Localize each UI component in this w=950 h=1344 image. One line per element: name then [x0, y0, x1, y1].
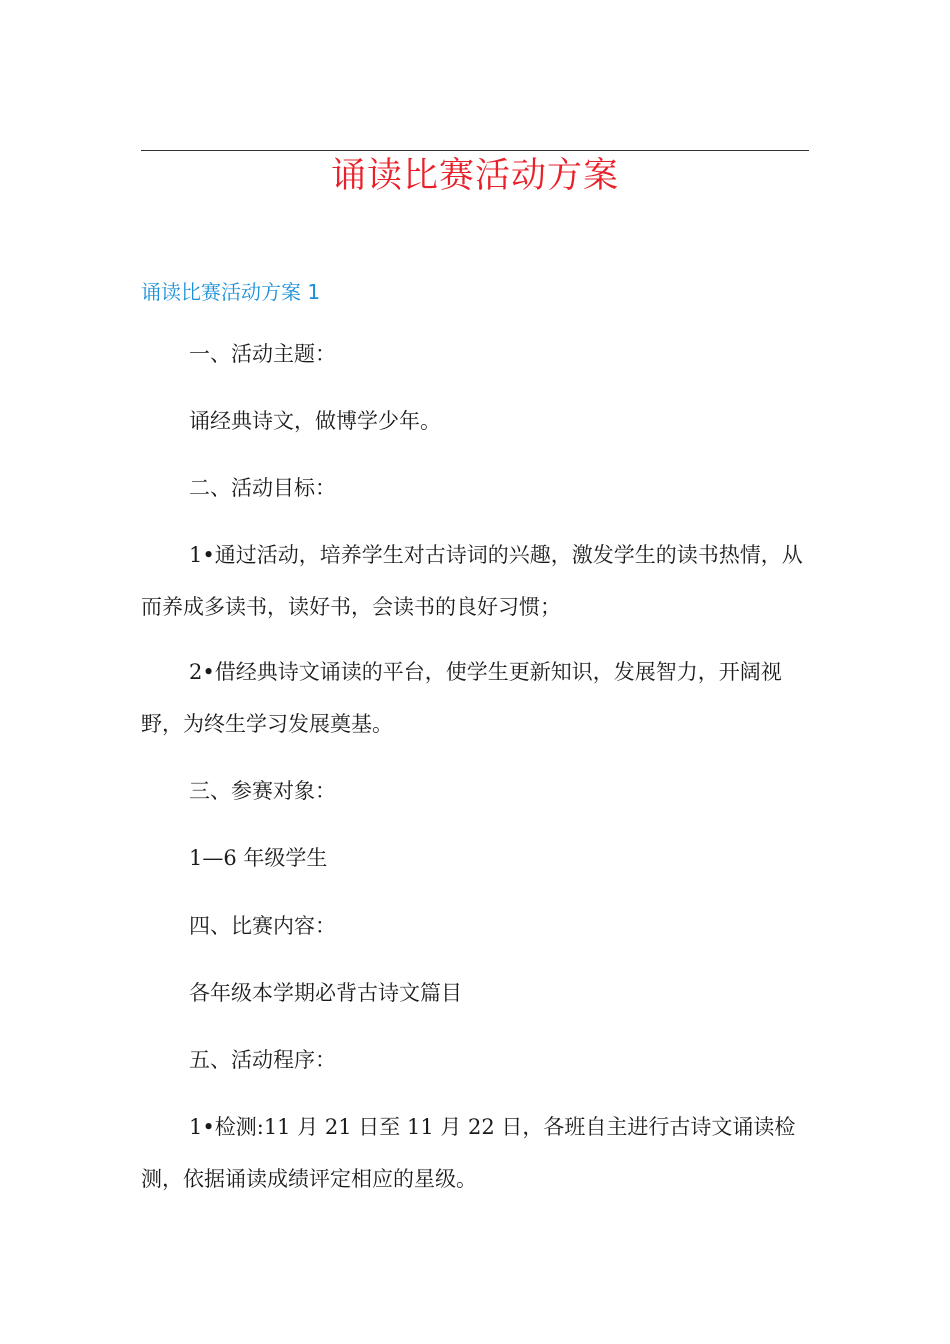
section-heading: 诵读比赛活动方案 1 — [141, 280, 321, 304]
paragraph-goal-2: 2•借经典诗文诵读的平台，使学生更新知识，发展智力，开阔视野，为终生学习发展奠基。 — [141, 660, 782, 736]
document-title: 诵读比赛活动方案 — [330, 156, 619, 196]
paragraph-heading-content: 四、比赛内容： — [189, 914, 336, 938]
paragraph-procedure-1: 1•检测:11 月 21 日至 11 月 22 日，各班自主进行古诗文诵读检测，依据诵读成绩评定相应的星级。 — [141, 1115, 796, 1191]
paragraph-heading-theme: 一、活动主题： — [189, 342, 336, 366]
paragraph-heading-procedure: 五、活动程序： — [189, 1048, 336, 1072]
paragraph-participants-text: 1—6 年级学生 — [189, 846, 328, 870]
paragraph-heading-goals: 二、活动目标： — [189, 476, 336, 500]
paragraph-theme-text: 诵经典诗文，做博学少年。 — [189, 409, 441, 433]
paragraph-content-text: 各年级本学期必背古诗文篇目 — [189, 981, 462, 1005]
paragraph-goal-1: 1•通过活动，培养学生对古诗词的兴趣，激发学生的读书热情，从而养成多读书，读好书，会读书的良好习惯； — [141, 543, 803, 619]
paragraph-heading-participants: 三、参赛对象： — [189, 779, 336, 803]
